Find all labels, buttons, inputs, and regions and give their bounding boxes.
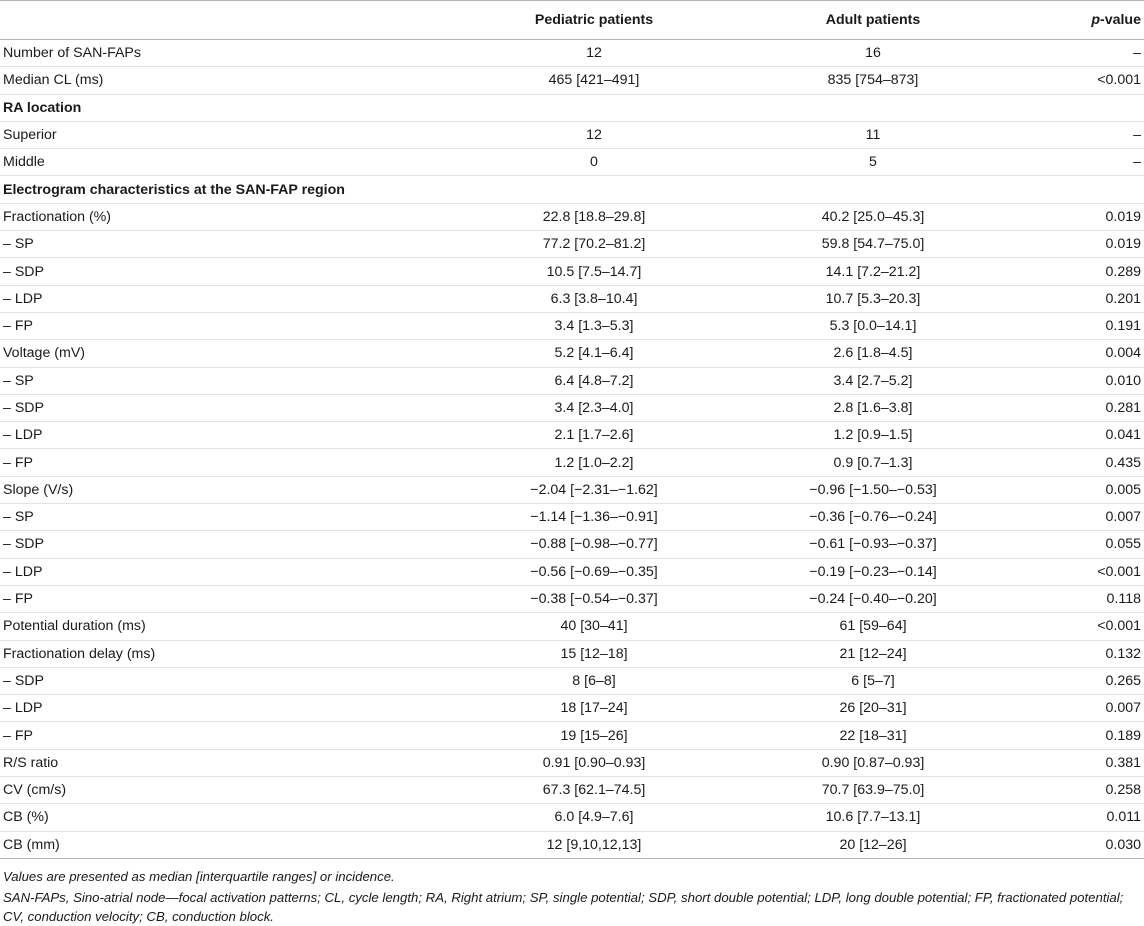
table-row <box>0 804 1144 831</box>
row-label: CB (%) <box>0 804 478 831</box>
p-value: 0.381 <box>1036 749 1144 776</box>
adult-value: 40.2 [25.0–45.3] <box>710 203 1036 230</box>
pediatric-value: 77.2 [70.2–81.2] <box>478 231 710 258</box>
pediatric-value: 8 [6–8] <box>478 667 710 694</box>
table-row <box>0 121 1144 148</box>
row-label: Number of SAN-FAPs <box>0 40 478 67</box>
row-label: CV (cm/s) <box>0 777 478 804</box>
table-row <box>0 149 1144 176</box>
p-value: 0.435 <box>1036 449 1144 476</box>
adult-value: 14.1 [7.2–21.2] <box>710 258 1036 285</box>
p-value: – <box>1036 40 1144 67</box>
pediatric-value: 465 [421–491] <box>478 67 710 94</box>
pediatric-value: 2.1 [1.7–2.6] <box>478 422 710 449</box>
header-p-italic: p <box>1091 12 1100 28</box>
pediatric-value: 5.2 [4.1–6.4] <box>478 340 710 367</box>
pediatric-value: 12 <box>478 121 710 148</box>
pediatric-value: −0.88 [−0.98–−0.77] <box>478 531 710 558</box>
section-label: Electrogram characteristics at the SAN-FAP region <box>0 176 1144 203</box>
table-section-row <box>0 94 1144 121</box>
table-row <box>0 831 1144 858</box>
table-row <box>0 667 1144 694</box>
pediatric-value: 6.4 [4.8–7.2] <box>478 367 710 394</box>
table-row <box>0 394 1144 421</box>
adult-value: 16 <box>710 40 1036 67</box>
p-value: <0.001 <box>1036 558 1144 585</box>
pediatric-value: 12 <box>478 40 710 67</box>
p-value: 0.132 <box>1036 640 1144 667</box>
p-value: 0.201 <box>1036 285 1144 312</box>
row-label: – FP <box>0 585 478 612</box>
p-value: 0.258 <box>1036 777 1144 804</box>
adult-value: −0.24 [−0.40–−0.20] <box>710 585 1036 612</box>
table-row <box>0 695 1144 722</box>
p-value: 0.010 <box>1036 367 1144 394</box>
footnote-abbreviations: SAN-FAPs, Sino-atrial node—focal activation patterns; CL, cycle length; RA, Right atrium; SP, single potential; SDP, short double potential; LDP, long double potential; FP, fractionated potential; CV, conduction velocity; CB, conduction block. <box>3 889 1124 924</box>
table-row <box>0 312 1144 339</box>
row-label: – LDP <box>0 558 478 585</box>
table-row <box>0 231 1144 258</box>
table-row <box>0 722 1144 749</box>
table-footnotes <box>0 859 1144 926</box>
table-row <box>0 203 1144 230</box>
p-value: 0.007 <box>1036 504 1144 531</box>
adult-value: 2.6 [1.8–4.5] <box>710 340 1036 367</box>
adult-value: −0.19 [−0.23–−0.14] <box>710 558 1036 585</box>
pediatric-value: −1.14 [−1.36–−0.91] <box>478 504 710 531</box>
row-label: Slope (V/s) <box>0 476 478 503</box>
pediatric-value: 6.3 [3.8–10.4] <box>478 285 710 312</box>
p-value: 0.019 <box>1036 203 1144 230</box>
row-label: – SDP <box>0 531 478 558</box>
header-p-value <box>1036 1 1144 40</box>
table-row <box>0 585 1144 612</box>
row-label: – FP <box>0 312 478 339</box>
adult-value: 10.6 [7.7–13.1] <box>710 804 1036 831</box>
adult-value: −0.96 [−1.50–−0.53] <box>710 476 1036 503</box>
adult-value: 5.3 [0.0–14.1] <box>710 312 1036 339</box>
row-label: – SDP <box>0 258 478 285</box>
table-row <box>0 531 1144 558</box>
p-value: 0.281 <box>1036 394 1144 421</box>
row-label: – LDP <box>0 422 478 449</box>
p-value: 0.019 <box>1036 231 1144 258</box>
p-value: 0.265 <box>1036 667 1144 694</box>
header-pediatric: Pediatric patients <box>478 1 710 40</box>
adult-value: 21 [12–24] <box>710 640 1036 667</box>
pediatric-value: 3.4 [1.3–5.3] <box>478 312 710 339</box>
adult-value: 835 [754–873] <box>710 67 1036 94</box>
table-row <box>0 504 1144 531</box>
p-value: 0.191 <box>1036 312 1144 339</box>
table-row <box>0 613 1144 640</box>
adult-value: −0.36 [−0.76–−0.24] <box>710 504 1036 531</box>
pediatric-value: 0.91 [0.90–0.93] <box>478 749 710 776</box>
table-section-row <box>0 176 1144 203</box>
pediatric-value: 18 [17–24] <box>478 695 710 722</box>
header-adult: Adult patients <box>710 1 1036 40</box>
p-value: 0.007 <box>1036 695 1144 722</box>
adult-value: 5 <box>710 149 1036 176</box>
table-row <box>0 449 1144 476</box>
row-label: Superior <box>0 121 478 148</box>
adult-value: 10.7 [5.3–20.3] <box>710 285 1036 312</box>
table-row <box>0 258 1144 285</box>
row-label: Median CL (ms) <box>0 67 478 94</box>
row-label: – SP <box>0 367 478 394</box>
row-label: – LDP <box>0 695 478 722</box>
adult-value: 2.8 [1.6–3.8] <box>710 394 1036 421</box>
row-label: – LDP <box>0 285 478 312</box>
pediatric-value: 0 <box>478 149 710 176</box>
pediatric-value: 12 [9,10,12,13] <box>478 831 710 858</box>
section-label: RA location <box>0 94 1144 121</box>
row-label: – SDP <box>0 667 478 694</box>
p-value: 0.004 <box>1036 340 1144 367</box>
adult-value: 11 <box>710 121 1036 148</box>
table-row <box>0 67 1144 94</box>
row-label: Potential duration (ms) <box>0 613 478 640</box>
p-value: 0.041 <box>1036 422 1144 449</box>
row-label: – SP <box>0 504 478 531</box>
table-row <box>0 640 1144 667</box>
row-label: Fractionation delay (ms) <box>0 640 478 667</box>
adult-value: 61 [59–64] <box>710 613 1036 640</box>
p-value: – <box>1036 149 1144 176</box>
pediatric-value: 3.4 [2.3–4.0] <box>478 394 710 421</box>
table-row <box>0 285 1144 312</box>
p-value: <0.001 <box>1036 67 1144 94</box>
row-label: – SP <box>0 231 478 258</box>
footnote-values: Values are presented as median [interquartile ranges] or incidence. <box>3 868 395 884</box>
adult-value: −0.61 [−0.93–−0.37] <box>710 531 1036 558</box>
adult-value: 26 [20–31] <box>710 695 1036 722</box>
row-label: Middle <box>0 149 478 176</box>
p-value: 0.030 <box>1036 831 1144 858</box>
row-label: Voltage (mV) <box>0 340 478 367</box>
pediatric-value: 19 [15–26] <box>478 722 710 749</box>
table-row <box>0 476 1144 503</box>
pediatric-value: −0.38 [−0.54–−0.37] <box>478 585 710 612</box>
adult-value: 20 [12–26] <box>710 831 1036 858</box>
row-label: – SDP <box>0 394 478 421</box>
pediatric-value: 1.2 [1.0–2.2] <box>478 449 710 476</box>
row-label: – FP <box>0 449 478 476</box>
adult-value: 0.90 [0.87–0.93] <box>710 749 1036 776</box>
table-row <box>0 777 1144 804</box>
row-label: – FP <box>0 722 478 749</box>
table-row <box>0 422 1144 449</box>
header-p-rest: -value <box>1099 12 1141 28</box>
p-value: 0.055 <box>1036 531 1144 558</box>
header-blank <box>0 1 478 40</box>
pediatric-value: −0.56 [−0.69–−0.35] <box>478 558 710 585</box>
table-row <box>0 558 1144 585</box>
adult-value: 1.2 [0.9–1.5] <box>710 422 1036 449</box>
adult-value: 0.9 [0.7–1.3] <box>710 449 1036 476</box>
adult-value: 22 [18–31] <box>710 722 1036 749</box>
row-label: Fractionation (%) <box>0 203 478 230</box>
p-value: 0.118 <box>1036 585 1144 612</box>
pediatric-value: 22.8 [18.8–29.8] <box>478 203 710 230</box>
p-value: 0.289 <box>1036 258 1144 285</box>
table-row <box>0 340 1144 367</box>
pediatric-value: 15 [12–18] <box>478 640 710 667</box>
adult-value: 70.7 [63.9–75.0] <box>710 777 1036 804</box>
pediatric-value: 6.0 [4.9–7.6] <box>478 804 710 831</box>
adult-value: 3.4 [2.7–5.2] <box>710 367 1036 394</box>
table-header <box>0 1 1144 40</box>
pediatric-value: 10.5 [7.5–14.7] <box>478 258 710 285</box>
table-row <box>0 40 1144 67</box>
header-row <box>0 1 1144 40</box>
pediatric-value: −2.04 [−2.31–−1.62] <box>478 476 710 503</box>
pediatric-value: 67.3 [62.1–74.5] <box>478 777 710 804</box>
p-value: 0.189 <box>1036 722 1144 749</box>
table-body <box>0 40 1144 859</box>
p-value: <0.001 <box>1036 613 1144 640</box>
p-value: 0.005 <box>1036 476 1144 503</box>
adult-value: 6 [5–7] <box>710 667 1036 694</box>
row-label: CB (mm) <box>0 831 478 858</box>
pediatric-value: 40 [30–41] <box>478 613 710 640</box>
table-row <box>0 367 1144 394</box>
p-value: – <box>1036 121 1144 148</box>
p-value: 0.011 <box>1036 804 1144 831</box>
row-label: R/S ratio <box>0 749 478 776</box>
adult-value: 59.8 [54.7–75.0] <box>710 231 1036 258</box>
table-row <box>0 749 1144 776</box>
